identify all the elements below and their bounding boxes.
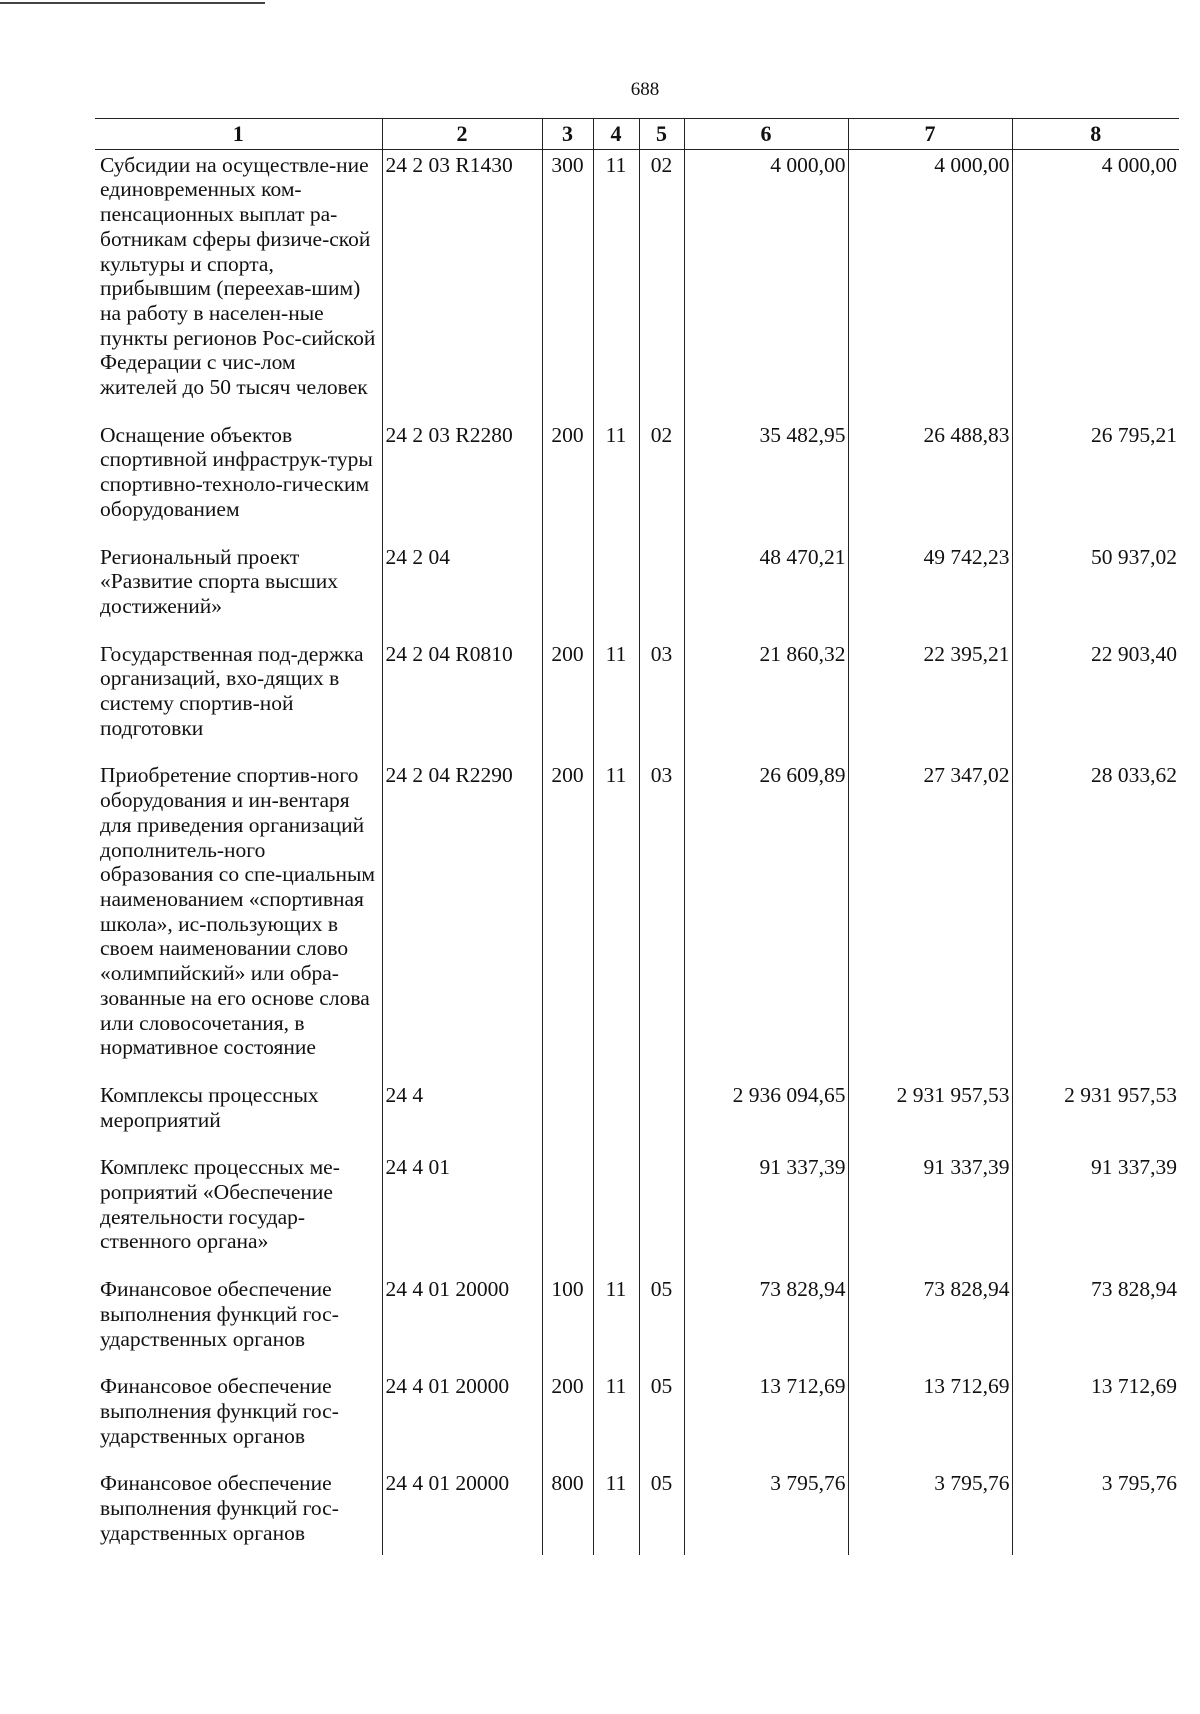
row-value-7: 91 337,39 xyxy=(848,1152,1012,1274)
row-value-7: 49 742,23 xyxy=(848,542,1012,639)
row-name: Финансовое обеспечение выполнения функций гос-ударственных органов xyxy=(95,1371,382,1468)
row-col3: 200 xyxy=(542,760,593,1079)
row-value-8: 50 937,02 xyxy=(1012,542,1179,639)
row-col5: 05 xyxy=(639,1274,684,1371)
row-code: 24 4 01 xyxy=(382,1152,542,1274)
row-value-8: 28 033,62 xyxy=(1012,760,1179,1079)
table-row xyxy=(95,1080,1179,1152)
row-name: Региональный проект «Развитие спорта высших достижений» xyxy=(95,542,382,639)
table-row xyxy=(95,420,1179,542)
header-cell: 4 xyxy=(593,119,639,150)
row-value-6: 26 609,89 xyxy=(684,760,848,1079)
table-row xyxy=(95,1371,1179,1468)
header-row xyxy=(95,119,1179,150)
row-col4 xyxy=(593,1080,639,1152)
header-cell: 2 xyxy=(382,119,542,150)
row-col3: 200 xyxy=(542,1371,593,1468)
row-value-7: 27 347,02 xyxy=(848,760,1012,1079)
row-col4: 11 xyxy=(593,1468,639,1555)
row-name: Комплекс процессных ме-роприятий «Обеспечение деятельности государ-ственного органа» xyxy=(95,1152,382,1274)
row-name: Государственная под-держка организаций, вхо-дящих в систему спортив-ной подготовки xyxy=(95,639,382,761)
row-code: 24 4 01 20000 xyxy=(382,1274,542,1371)
row-name: Комплексы процессных мероприятий xyxy=(95,1080,382,1152)
row-value-7: 3 795,76 xyxy=(848,1468,1012,1555)
row-col4 xyxy=(593,1152,639,1274)
row-col5: 02 xyxy=(639,149,684,420)
row-col4 xyxy=(593,542,639,639)
row-value-7: 13 712,69 xyxy=(848,1371,1012,1468)
row-col4: 11 xyxy=(593,1274,639,1371)
table-row xyxy=(95,1152,1179,1274)
row-value-7: 2 931 957,53 xyxy=(848,1080,1012,1152)
row-col4: 11 xyxy=(593,420,639,542)
row-col3: 300 xyxy=(542,149,593,420)
row-value-8: 13 712,69 xyxy=(1012,1371,1179,1468)
row-value-8: 22 903,40 xyxy=(1012,639,1179,761)
header-cell: 3 xyxy=(542,119,593,150)
row-code: 24 2 03 R2280 xyxy=(382,420,542,542)
table-row xyxy=(95,1468,1179,1555)
header-cell: 1 xyxy=(95,119,382,150)
row-value-8: 26 795,21 xyxy=(1012,420,1179,542)
row-value-8: 73 828,94 xyxy=(1012,1274,1179,1371)
row-value-8: 4 000,00 xyxy=(1012,149,1179,420)
row-value-7: 26 488,83 xyxy=(848,420,1012,542)
header-cell: 5 xyxy=(639,119,684,150)
row-value-6: 73 828,94 xyxy=(684,1274,848,1371)
row-value-8: 3 795,76 xyxy=(1012,1468,1179,1555)
row-col5: 03 xyxy=(639,760,684,1079)
row-code: 24 2 04 R2290 xyxy=(382,760,542,1079)
row-value-6: 48 470,21 xyxy=(684,542,848,639)
row-value-6: 4 000,00 xyxy=(684,149,848,420)
row-value-6: 21 860,32 xyxy=(684,639,848,761)
row-col4: 11 xyxy=(593,1371,639,1468)
row-code: 24 4 xyxy=(382,1080,542,1152)
row-name: Субсидии на осуществле-ние единовременных ком-пенсационных выплат ра-ботникам сферы физиче-ской культуры и спорта, прибывшим (переехав-шим) на работу в населен-ные пункты регионов Рос-сийской Федерации с чис-лом жителей до 50 тысяч человек xyxy=(95,149,382,420)
table-row xyxy=(95,1274,1179,1371)
table-row xyxy=(95,639,1179,761)
table-row xyxy=(95,760,1179,1079)
row-value-8: 2 931 957,53 xyxy=(1012,1080,1179,1152)
row-col3 xyxy=(542,542,593,639)
row-col5 xyxy=(639,1152,684,1274)
header-cell: 7 xyxy=(848,119,1012,150)
row-col3: 800 xyxy=(542,1468,593,1555)
row-code: 24 2 03 R1430 xyxy=(382,149,542,420)
row-col4: 11 xyxy=(593,760,639,1079)
row-col3 xyxy=(542,1152,593,1274)
row-value-8: 91 337,39 xyxy=(1012,1152,1179,1274)
row-value-6: 35 482,95 xyxy=(684,420,848,542)
row-code: 24 2 04 R0810 xyxy=(382,639,542,761)
row-col3: 200 xyxy=(542,639,593,761)
row-code: 24 2 04 xyxy=(382,542,542,639)
table-row xyxy=(95,149,1179,420)
row-value-7: 22 395,21 xyxy=(848,639,1012,761)
header-cell: 6 xyxy=(684,119,848,150)
row-col4: 11 xyxy=(593,639,639,761)
table-row xyxy=(95,542,1179,639)
row-code: 24 4 01 20000 xyxy=(382,1468,542,1555)
row-col5 xyxy=(639,1080,684,1152)
row-col4: 11 xyxy=(593,149,639,420)
row-col3 xyxy=(542,1080,593,1152)
row-value-7: 4 000,00 xyxy=(848,149,1012,420)
row-col3: 100 xyxy=(542,1274,593,1371)
row-name: Финансовое обеспечение выполнения функций гос-ударственных органов xyxy=(95,1274,382,1371)
row-col5: 02 xyxy=(639,420,684,542)
row-value-6: 13 712,69 xyxy=(684,1371,848,1468)
row-col5: 05 xyxy=(639,1371,684,1468)
row-code: 24 4 01 20000 xyxy=(382,1371,542,1468)
row-col5: 05 xyxy=(639,1468,684,1555)
budget-table xyxy=(95,118,1179,1555)
row-value-6: 3 795,76 xyxy=(684,1468,848,1555)
row-name: Финансовое обеспечение выполнения функций гос-ударственных органов xyxy=(95,1468,382,1555)
row-value-6: 2 936 094,65 xyxy=(684,1080,848,1152)
row-col5: 03 xyxy=(639,639,684,761)
header-cell: 8 xyxy=(1012,119,1179,150)
row-col3: 200 xyxy=(542,420,593,542)
row-value-6: 91 337,39 xyxy=(684,1152,848,1274)
row-col5 xyxy=(639,542,684,639)
row-name: Приобретение спортив-ного оборудования и ин-вентаря для приведения организаций дополнитель-ного образования со спе-циальным наименованием «спортивная школа», ис-пользующих в своем наименовании слово «олимпийский» или обра-зованные на его основе слова или словосочетания, в нормативное состояние xyxy=(95,760,382,1079)
row-value-7: 73 828,94 xyxy=(848,1274,1012,1371)
row-name: Оснащение объектов спортивной инфраструк-туры спортивно-техноло-гическим оборудованием xyxy=(95,420,382,542)
page-number: 688 xyxy=(630,79,660,100)
top-rule xyxy=(0,2,265,4)
